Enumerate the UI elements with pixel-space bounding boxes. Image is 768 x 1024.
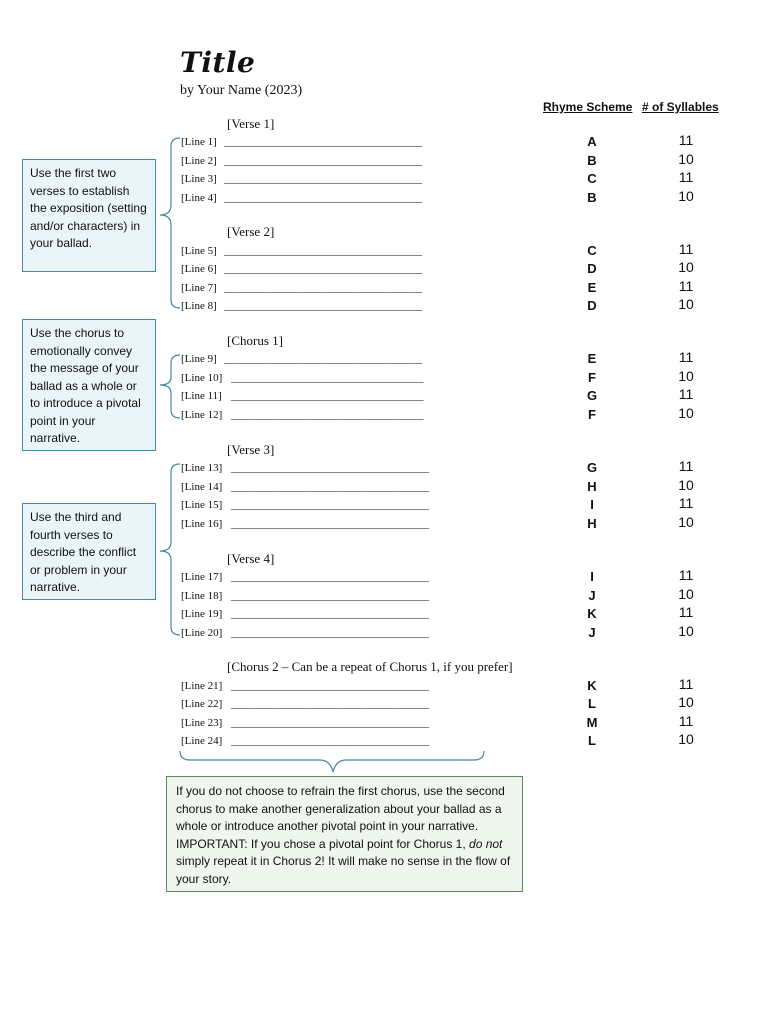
rhyme-letter: K <box>587 606 597 621</box>
syllable-count: 11 <box>678 132 694 148</box>
syllable-count: 10 <box>678 477 694 493</box>
line-label: [Line 24] <box>181 735 223 747</box>
syllable-count: 10 <box>678 731 694 747</box>
syllable-count: 11 <box>678 458 694 474</box>
line-label: [Line 14] <box>181 481 223 493</box>
syllable-count: 10 <box>678 694 694 710</box>
page-title: Title <box>180 46 256 79</box>
line-blank[interactable]: ____________________________________ <box>231 627 429 639</box>
section-heading: [Verse 4] <box>227 551 275 566</box>
rhyme-letter: D <box>587 261 597 276</box>
line-label: [Line 5] <box>181 245 217 257</box>
rhyme-letter: G <box>586 460 598 475</box>
rhyme-letter: B <box>587 190 597 205</box>
syllable-count: 10 <box>678 405 694 421</box>
syllable-count: 11 <box>678 386 694 402</box>
rhyme-letter: F <box>588 407 596 422</box>
brace-chorus <box>160 355 180 418</box>
syllables-header: # of Syllables <box>642 100 719 114</box>
syllable-count: 10 <box>678 188 694 204</box>
line-label: [Line 20] <box>181 627 223 639</box>
line-label: [Line 19] <box>181 608 223 620</box>
section-heading: [Verse 3] <box>227 442 275 457</box>
rhyme-letter: C <box>587 171 597 186</box>
line-blank[interactable]: ____________________________________ <box>224 263 422 275</box>
syllable-count: 10 <box>678 368 694 384</box>
line-blank[interactable]: ____________________________________ <box>231 571 429 583</box>
conflict-note: Use the third and fourth verses to describe the conflict or problem in your narrative. <box>22 503 156 600</box>
line-blank[interactable]: ___________________________________ <box>231 372 424 384</box>
rhyme-letter: H <box>587 516 597 531</box>
rhyme-letter: K <box>587 678 597 693</box>
rhyme-letter: L <box>588 733 596 748</box>
rhyme-scheme-header: Rhyme Scheme <box>543 100 633 114</box>
syllable-count: 10 <box>678 623 694 639</box>
rhyme-letter: H <box>587 479 597 494</box>
line-blank[interactable]: ____________________________________ <box>224 282 422 294</box>
chorus2-note-text: If you do not choose to refrain the first chorus, use the second chorus to make another generalization about your ballad as a whole or introduce another pivotal point in your narrative. IMPORTANT: If you chose a pivotal point for Chorus 1, <box>176 784 505 851</box>
line-blank[interactable]: ____________________________________ <box>231 462 429 474</box>
brace-exposition <box>160 138 180 308</box>
line-blank[interactable]: ____________________________________ <box>231 698 429 710</box>
line-blank[interactable]: ____________________________________ <box>231 717 429 729</box>
line-label: [Line 18] <box>181 590 223 602</box>
syllable-count: 10 <box>678 586 694 602</box>
line-blank[interactable]: ____________________________________ <box>231 481 429 493</box>
rhyme-letter: J <box>588 588 596 603</box>
line-label: [Line 1] <box>181 136 217 148</box>
syllable-count: 11 <box>678 713 694 729</box>
line-label: [Line 15] <box>181 499 223 511</box>
line-label: [Line 12] <box>181 409 223 421</box>
line-label: [Line 2] <box>181 155 217 167</box>
line-blank[interactable]: ____________________________________ <box>224 136 422 148</box>
rhyme-letter: I <box>590 497 594 512</box>
rhyme-letter: B <box>587 153 597 168</box>
rhyme-letter: E <box>587 351 597 366</box>
line-blank[interactable]: ____________________________________ <box>231 499 429 511</box>
syllable-count: 11 <box>678 676 694 692</box>
line-label: [Line 7] <box>181 282 217 294</box>
rhyme-letter: C <box>587 243 597 258</box>
syllable-count: 11 <box>678 604 694 620</box>
line-blank[interactable]: ____________________________________ <box>224 192 422 204</box>
syllable-count: 10 <box>678 296 694 312</box>
section-heading: [Chorus 2 – Can be a repeat of Chorus 1, if you prefer] <box>227 659 513 674</box>
line-blank[interactable]: ____________________________________ <box>224 300 422 312</box>
line-label: [Line 22] <box>181 698 223 710</box>
line-label: [Line 8] <box>181 300 217 312</box>
line-label: [Line 16] <box>181 518 223 530</box>
line-label: [Line 9] <box>181 353 217 365</box>
byline: by Your Name (2023) <box>180 83 303 98</box>
rhyme-letter: L <box>588 696 596 711</box>
line-label: [Line 23] <box>181 717 223 729</box>
line-blank[interactable]: ____________________________________ <box>231 590 429 602</box>
chorus2-note-emphasis: do not <box>469 836 503 851</box>
brace-conflict <box>160 464 180 635</box>
line-label: [Line 10] <box>181 372 223 384</box>
exposition-note: Use the first two verses to establish the exposition (setting and/or characters) in your ballad. <box>22 159 156 272</box>
syllable-count: 11 <box>678 567 694 583</box>
rhyme-letter: D <box>587 298 597 313</box>
line-label: [Line 4] <box>181 192 217 204</box>
rhyme-letter: E <box>587 280 597 295</box>
line-label: [Line 13] <box>181 462 223 474</box>
section-heading: [Verse 1] <box>227 116 275 131</box>
section-heading: [Chorus 1] <box>227 333 283 348</box>
line-blank[interactable]: ____________________________________ <box>231 680 429 692</box>
chorus-note: Use the chorus to emotionally convey the message of your ballad as a whole or to introduce a pivotal point in your narrative. <box>22 319 156 451</box>
line-blank[interactable]: ____________________________________ <box>231 518 429 530</box>
line-blank[interactable]: ____________________________________ <box>231 608 429 620</box>
rhyme-letter: F <box>588 370 596 385</box>
syllable-count: 11 <box>678 349 694 365</box>
line-blank[interactable]: ____________________________________ <box>224 245 422 257</box>
rhyme-letter: G <box>586 388 598 403</box>
rhyme-letter: M <box>586 715 598 730</box>
line-blank[interactable]: ____________________________________ <box>231 735 429 747</box>
line-label: [Line 6] <box>181 263 217 275</box>
syllable-count: 11 <box>678 241 694 257</box>
section-heading: [Verse 2] <box>227 224 275 239</box>
syllable-count: 10 <box>678 259 694 275</box>
rhyme-letter: J <box>588 625 596 640</box>
syllable-count: 11 <box>678 278 694 294</box>
line-blank[interactable]: ____________________________________ <box>224 155 422 167</box>
line-label: [Line 3] <box>181 173 217 185</box>
rhyme-letter: A <box>587 134 597 149</box>
syllable-count: 10 <box>678 151 694 167</box>
line-blank[interactable]: ____________________________________ <box>224 353 422 365</box>
line-blank[interactable]: ____________________________________ <box>224 173 422 185</box>
chorus2-note-text-end: simply repeat it in Chorus 2! It will make no sense in the flow of your story. <box>176 854 511 886</box>
line-blank[interactable]: ___________________________________ <box>231 390 424 402</box>
line-label: [Line 21] <box>181 680 223 692</box>
brace-chorus2 <box>180 751 484 772</box>
rhyme-letter: I <box>590 569 594 584</box>
syllable-count: 11 <box>678 169 694 185</box>
line-label: [Line 17] <box>181 571 223 583</box>
syllable-count: 10 <box>678 514 694 530</box>
line-label: [Line 11] <box>181 390 222 402</box>
line-blank[interactable]: ___________________________________ <box>231 409 424 421</box>
syllable-count: 11 <box>678 495 694 511</box>
